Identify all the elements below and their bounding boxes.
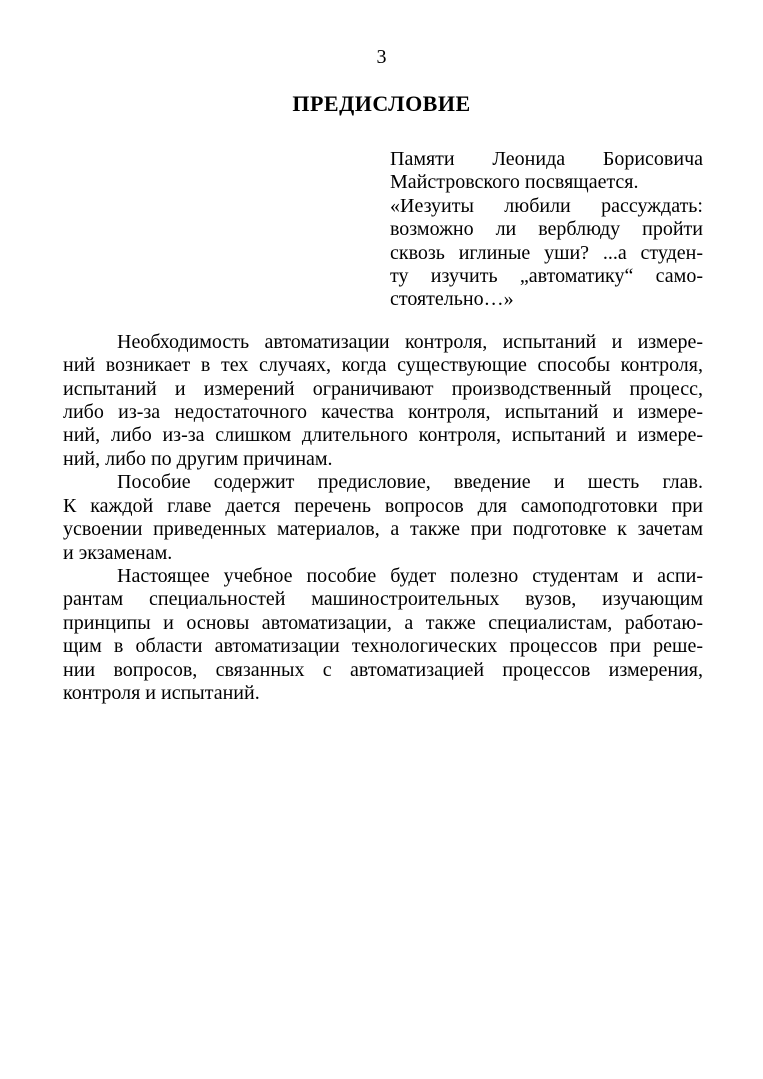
text-line: ний, либо по другим причинам.	[63, 447, 333, 470]
epigraph-line: «Иезуиты любили рассуждать:	[390, 194, 703, 217]
body-text	[63, 331, 703, 706]
epigraph-line: Памяти Леонида Борисовича	[390, 148, 703, 170]
paragraph-2	[63, 471, 703, 565]
text-line: контроля и испытаний.	[63, 681, 260, 704]
text-line: и экзаменам.	[63, 541, 173, 564]
paragraph-1	[63, 331, 703, 471]
epigraph-line: ту изучить „автоматику“ само-	[390, 265, 703, 288]
epigraph	[390, 148, 703, 312]
text-line: Необходимость автоматизации контроля, испытаний и измере-	[117, 330, 703, 353]
epigraph-line: стоятельно…»	[390, 288, 514, 311]
text-line: ний, либо из-за слишком длительного контроля, испытаний и измере-	[63, 424, 703, 447]
text-line: щим в области автоматизации технологических процессов при реше-	[63, 635, 703, 658]
text-line: нии вопросов, связанных с автоматизацией процессов измерения,	[63, 658, 703, 681]
text-line: ний возникает в тех случаях, когда существующие способы контроля,	[63, 354, 703, 377]
text-line: либо из-за недостаточного качества контроля, испытаний и измере-	[63, 401, 703, 424]
page-number: 3	[376, 46, 387, 68]
text-line: Пособие содержит предисловие, введение и шесть глав.	[117, 471, 703, 494]
text-line: испытаний и измерений ограничивают производственный процесс,	[63, 377, 703, 400]
text-line: рантам специальностей машиностроительных вузов, изучающим	[63, 588, 703, 611]
text-line: Настоящее учебное пособие будет полезно студентам и аспи-	[117, 564, 703, 587]
paragraph-3	[63, 565, 703, 705]
text-line: усвоении приведенных материалов, а также при подготовке к зачетам	[63, 518, 703, 541]
epigraph-line: Майстровского посвящается.	[390, 171, 639, 194]
section-title: ПРЕДИСЛОВИЕ	[292, 91, 471, 116]
text-line: К каждой главе дается перечень вопросов для самоподготовки при	[63, 494, 703, 517]
text-line: принципы и основы автоматизации, а также специалистам, работаю-	[63, 611, 703, 634]
epigraph-line: возможно ли верблюду пройти	[390, 218, 703, 241]
epigraph-line: сквозь иглиные уши? ...а студен-	[390, 241, 703, 264]
